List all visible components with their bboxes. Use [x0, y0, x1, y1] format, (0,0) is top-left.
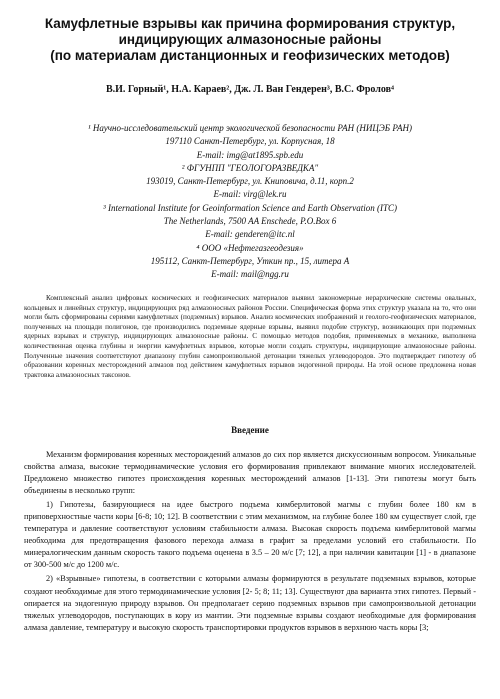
- affiliation-email: E-mail: genderen@itc.nl: [205, 229, 295, 240]
- title-line: (по материалам дистанционных и геофизических методов): [50, 48, 450, 63]
- abstract: [24, 294, 476, 380]
- affiliation-email: E-mail: mail@ngg.ru: [211, 269, 289, 280]
- title-line: Камуфлетные взрывы как причина формирования структур,: [44, 16, 456, 31]
- affiliation-line: ² ФГУНПП "ГЕОЛОГОРАЗВЕДКА": [181, 162, 319, 173]
- affiliation-email: E-mail: img@at1895.spb.edu: [196, 149, 304, 160]
- affiliation-line: ¹ Научно-исследовательский центр экологической безопасности РАН (НИЦЭБ РАН): [87, 123, 413, 133]
- authors-line: В.И. Горный¹, Н.А. Караев², Дж. Л. Ван Гендерен³, В.С. Фролов⁴: [105, 84, 395, 95]
- body-paragraph: 1) Гипотезы, базирующиеся на идее быстрого подъема кимберлитовой магмы с глубин более 180 км в приповерхностные части коры [6-8; 10; 12]. В соответствии с этим механизмом, на глубине более 180 км существует слой, где температура и давление соответствуют условиям стабильности алмаза. Высокая скорость подъема кимберлитовой магмы необходима для предотвращения фазового перехода алмаза в графит за пределами условий его стабильности. По минералогическим данным скорость такого подъема оценена в 3.5 – 20 м/с [7; 12], а при наличии кавитации [1] - в диапазоне от 300-500 м/с до 1200 м/с.: [24, 500, 476, 570]
- body-paragraph: 2) «Взрывные» гипотезы, в соответствии с которыми алмазы формируются в результате подземных взрывов, которые создают необходимые для этого термодинамические условия [2- 5; 8; 11; 13]. Существуют два варианта этих гипотез. Первый - опирается на эндогенную природу взрывов. Он предполагает серию подземных взрывов при самопроизвольной детонации тяжелых углеводородов, поступающих в кору из мантии. Эти подземные взрывы создают необходимые для формирования алмаза давление, температуру и высокую скорость транспортировки продуктов взрывов в верхнюю часть коры [3;: [24, 574, 476, 632]
- affiliation-line: ⁴ ООО «Нефтегазгеодезия»: [196, 242, 304, 253]
- affiliation-line: 197110 Санкт-Петербург, ул. Корпусная, 18: [165, 136, 335, 147]
- title-line: индицирующих алмазоносные районы: [118, 32, 382, 47]
- body-text: [24, 449, 476, 636]
- section-heading-introduction: Введение: [231, 425, 269, 435]
- body-paragraph: Механизм формирования коренных месторождений алмазов до сих пор является дискуссионным вопросом. Уникальные свойства алмаза, высокие термодинамические условия его формирования привлекают внимание многих исследователей. Предложено множество гипотез происхождения коренных месторождений алмазов [1-13]. Эти гипотезы могут быть объединены в несколько групп:: [24, 450, 476, 496]
- affiliation-email: E-mail: virg@lek.ru: [213, 189, 287, 200]
- abstract-paragraph: Комплексный анализ цифровых космических и геофизических материалов выявил закономерные иерархические системы овальных, кольцевых и линейных структур, индицирующих ряд алмазоносных районов России. Специфическая форма этих структур указала на то, что они могли быть сформированы сериями камуфлетных (подземных) взрывов. Анализ космических изображений и геолого-геофизических материалов, полученных на площади полигонов, где производились подземные ядерные взрывы, выявил подобие структур, возникающих при подземных ядерных взрывах и структур, индицирующих алмазоносные районы. С помощью методов подобия, применяемых в механике, выполнена количественная оценка глубины и энергии камуфлетных взрывов, которые могли создать структуры, индицирующие алмазоносные районы. Полученные значения соответствуют диапазону глубин самопроизвольной детонации тяжелых углеводородов. Это подтверждает гипотезу об образовании коренных месторождений алмазов под действием камуфлетных взрывов эндогенной природы. На этой основе предложена новая трактовка алмазоносных таксонов.: [24, 294, 476, 379]
- affiliation-line: 195112, Санкт-Петербург, Уткин пр., 15, литера А: [150, 255, 350, 266]
- paper-title: [30, 16, 470, 64]
- affiliation-line: 193019, Санкт-Петербург, ул. Книповича, д.11, корп.2: [146, 176, 354, 187]
- affiliation-line: The Netherlands, 7500 AA Enschede, P.O.Box 6: [163, 216, 337, 227]
- affiliation-line: ³ International Institute for Geoinformation Science and Earth Observation (ITC): [103, 202, 397, 213]
- affiliations-block: [30, 122, 470, 282]
